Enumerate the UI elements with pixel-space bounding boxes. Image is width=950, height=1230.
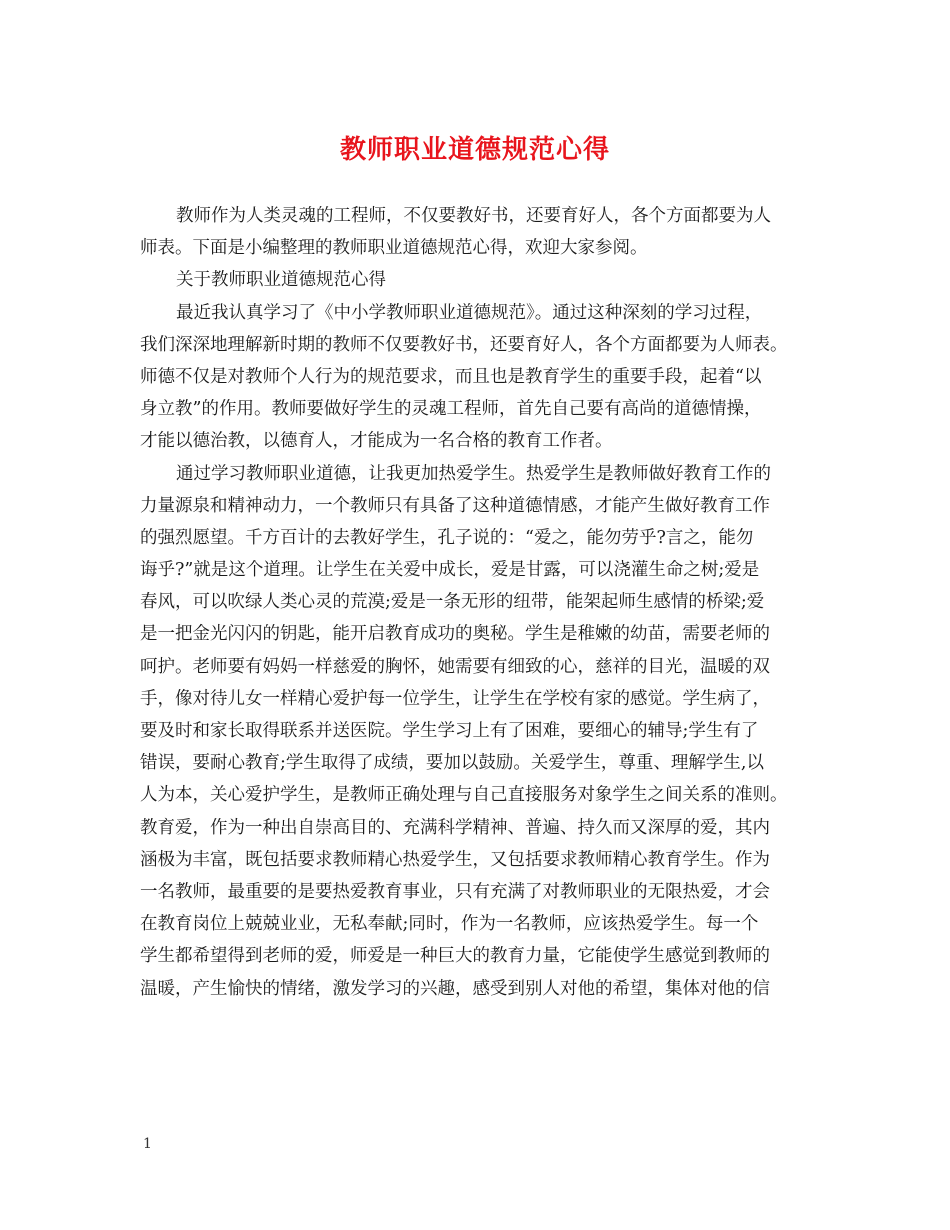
body-text-line: 学生都希望得到老师的爱，师爱是一种巨大的教育力量，它能使学生感觉到教师的	[140, 946, 770, 967]
body-text-line: 在教育岗位上兢兢业业，无私奉献;同时，作为一名教师，应该热爱学生。每一个	[140, 914, 759, 935]
page-number: 1	[143, 1136, 152, 1152]
body-text-line: 最近我认真学习了《中小学教师职业道德规范》。通过这种深刻的学习过程，	[176, 302, 763, 323]
body-text-line: 错误，要耐心教育;学生取得了成绩，要加以鼓励。关爱学生，尊重、理解学生,以	[140, 753, 764, 774]
body-text-line: 温暖，产生愉快的情绪，激发学习的兴趣，感受到别人对他的希望，集体对他的信	[140, 978, 770, 999]
body-text-line: 人为本，关心爱护学生，是教师正确处理与自己直接服务对象学生之间关系的准则。	[140, 785, 788, 806]
body-text-line: 涵极为丰富，既包括要求教师精心热爱学生，又包括要求教师精心教育学生。作为	[140, 849, 770, 870]
body-text-line: 一名教师，最重要的是要热爱教育事业，只有充满了对教师职业的无限热爱，才会	[140, 881, 770, 902]
document-title: 教师职业道德规范心得	[339, 135, 610, 165]
body-text-line: 师德不仅是对教师个人行为的规范要求，而且也是教育学生的重要手段，起着“以	[140, 366, 762, 387]
body-text-line: 是一把金光闪闪的钥匙，能开启教育成功的奥秘。学生是稚嫩的幼苗，需要老师的	[140, 624, 770, 645]
body-text-line: 通过学习教师职业道德，让我更加热爱学生。热爱学生是教师做好教育工作的	[176, 463, 771, 484]
body-text-line: 力量源泉和精神动力，一个教师只有具备了这种道德情感，才能产生做好教育工作	[140, 495, 770, 516]
body-text-line: 师表。下面是小编整理的教师职业道德规范心得，欢迎大家参阅。	[140, 238, 648, 259]
body-text-line: 春风，可以吹绿人类心灵的荒漠;爱是一条无形的纽带，能架起师生感情的桥梁;爱	[140, 592, 765, 613]
body-text-line: 关于教师职业道德规范心得	[176, 270, 386, 291]
body-text-line: 教师作为人类灵魂的工程师，不仅要教好书，还要育好人，各个方面都要为人	[176, 206, 771, 226]
document-body	[140, 200, 820, 1005]
body-text-line: 我们深深地理解新时期的教师不仅要教好书，还要育好人，各个方面都要为人师表。	[140, 334, 788, 355]
body-text-line: 的强烈愿望。千方百计的去教好学生，孔子说的：“爱之，能勿劳乎?言之，能勿	[140, 527, 754, 548]
body-text-line: 才能以德治教，以德育人，才能成为一名合格的教育工作者。	[140, 431, 613, 452]
body-text-line: 呵护。老师要有妈妈一样慈爱的胸怀，她需要有细致的心，慈祥的目光，温暖的双	[140, 656, 770, 677]
body-text-line: 手，像对待儿女一样精心爱护每一位学生，让学生在学校有家的感觉。学生病了，	[140, 688, 770, 709]
body-text-line: 身立教”的作用。教师要做好学生的灵魂工程师，首先自己要有高尚的道德情操，	[140, 399, 762, 420]
body-text-line: 教育爱，作为一种出自崇高目的、充满科学精神、普遍、持久而又深厚的爱，其内	[140, 817, 770, 838]
body-text-line: 诲乎?”就是这个道理。让学生在关爱中成长，爱是甘露，可以浇灌生命之树;爱是	[140, 560, 760, 581]
body-text-line: 要及时和家长取得联系并送医院。学生学习上有了困难，要细心的辅导;学生有了	[140, 721, 759, 741]
